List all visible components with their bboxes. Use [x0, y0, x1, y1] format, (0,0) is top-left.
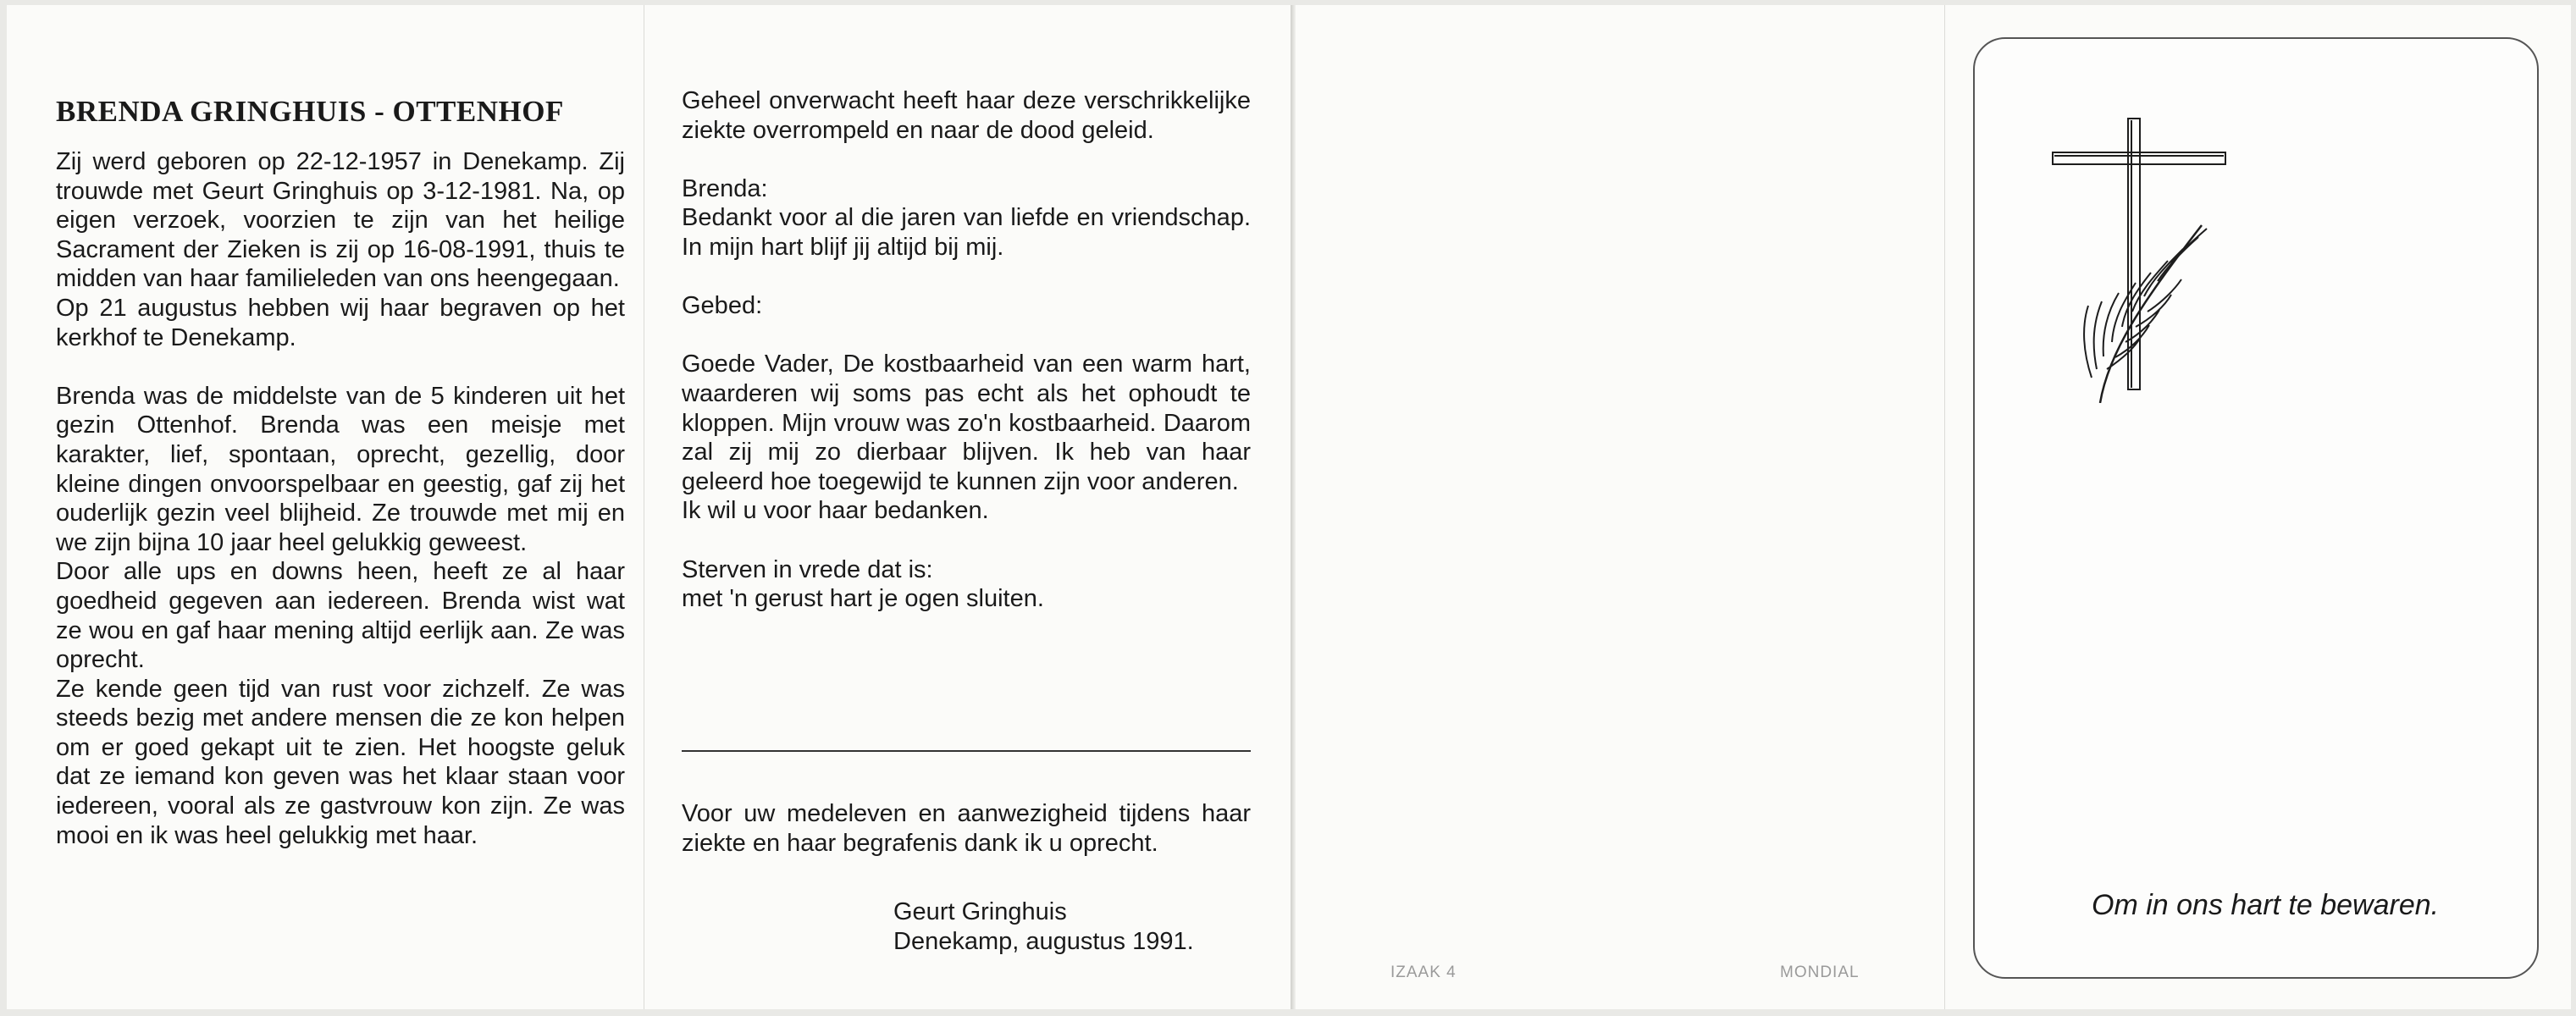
sterven-line-1: Sterven in vrede dat is: [682, 555, 933, 583]
signature-block [893, 897, 1194, 956]
bio-paragraph: Op 21 augustus hebben wij haar begraven op het kerkhof te Denekamp. [56, 294, 625, 351]
brenda-message: Bedankt voor al die jaren van liefde en vriendschap. In mijn hart blijf jij altijd bij mij. [682, 204, 1251, 261]
deceased-name-heading: BRENDA GRINGHUIS - OTTENHOF [56, 95, 564, 128]
cross-with-palm-icon [2041, 115, 2236, 403]
prayer-text: Goede Vader, De kostbaarheid van een warm hart, waarderen wij soms pas echt als het ophoudt te kloppen. Mijn vrouw was zo'n kostbaarheid. Daarom zal zij mij zo dierbaar blijven. Ik heb van haar geleerd hoe toegewijd te kunnen zijn voor anderen. [682, 351, 1251, 495]
page-back [1296, 5, 1944, 1009]
sterven-line-2: met 'n gerust hart je ogen sluiten. [682, 585, 1044, 613]
bio-paragraph: Door alle ups en downs heen, heeft ze al haar goedheid gegeven aan iedereen. Brenda wist wat ze wou en gaf haar mening altijd eerlijk aan. Ze was oprecht. [56, 558, 625, 674]
thanks-text: Voor uw medeleven en aanwezigheid tijdens haar ziekte en haar begrafenis dank ik u oprecht. [682, 800, 1251, 857]
gebed-label: Gebed: [682, 292, 763, 320]
memorial-text [682, 86, 1251, 614]
prayer-closing: Ik wil u voor haar bedanken. [682, 497, 989, 525]
bio-paragraph: Zij werd geboren op 22-12-1957 in Denekamp. Zij trouwde met Geurt Gringhuis op 3-12-1981. Na, op eigen verzoek, voorzien te zijn van het heilige Sacrament der Zieken is zij op 16-08-1991, thuis te midden van haar familieleden van ons heengegaan. [56, 148, 625, 293]
page-middle [644, 5, 1292, 1009]
printer-mark-right: MONDIAL [1780, 964, 1860, 981]
signer-name: Geurt Gringhuis [893, 898, 1067, 925]
page-left [7, 5, 644, 1009]
divider-line [682, 750, 1251, 752]
place-date: Denekamp, augustus 1991. [893, 927, 1194, 955]
intro-paragraph: Geheel onverwacht heeft haar deze verschrikkelijke ziekte overrompeld en naar de dood geleid. [682, 87, 1251, 144]
biography-text [56, 147, 625, 850]
printer-mark-left: IZAAK 4 [1390, 964, 1457, 981]
bio-paragraph: Brenda was de middelste van de 5 kinderen uit het gezin Ottenhof. Brenda was een meisje met karakter, lief, spontaan, oprecht, gezellig, door kleine dingen onvoorspelbaar en geestig, gaf zij het ouderlijk gezin veel blijheid. Ze trouwde met mij en we zijn bijna 10 jaar heel gelukkig geweest. [56, 382, 625, 556]
brenda-label: Brenda: [682, 174, 768, 202]
bio-paragraph: Ze kende geen tijd van rust voor zichzelf. Ze was steeds bezig met andere mensen die ze kon helpen om er goed gekapt uit te zien. Het hoogste geluk dat ze iemand kon geven was het klaar staan voor iedereen, vooral als ze gastvrouw kon zijn. Ze was mooi en ik was heel gelukkig met haar. [56, 675, 625, 849]
motto-text: Om in ons hart te bewaren. [2092, 889, 2440, 921]
